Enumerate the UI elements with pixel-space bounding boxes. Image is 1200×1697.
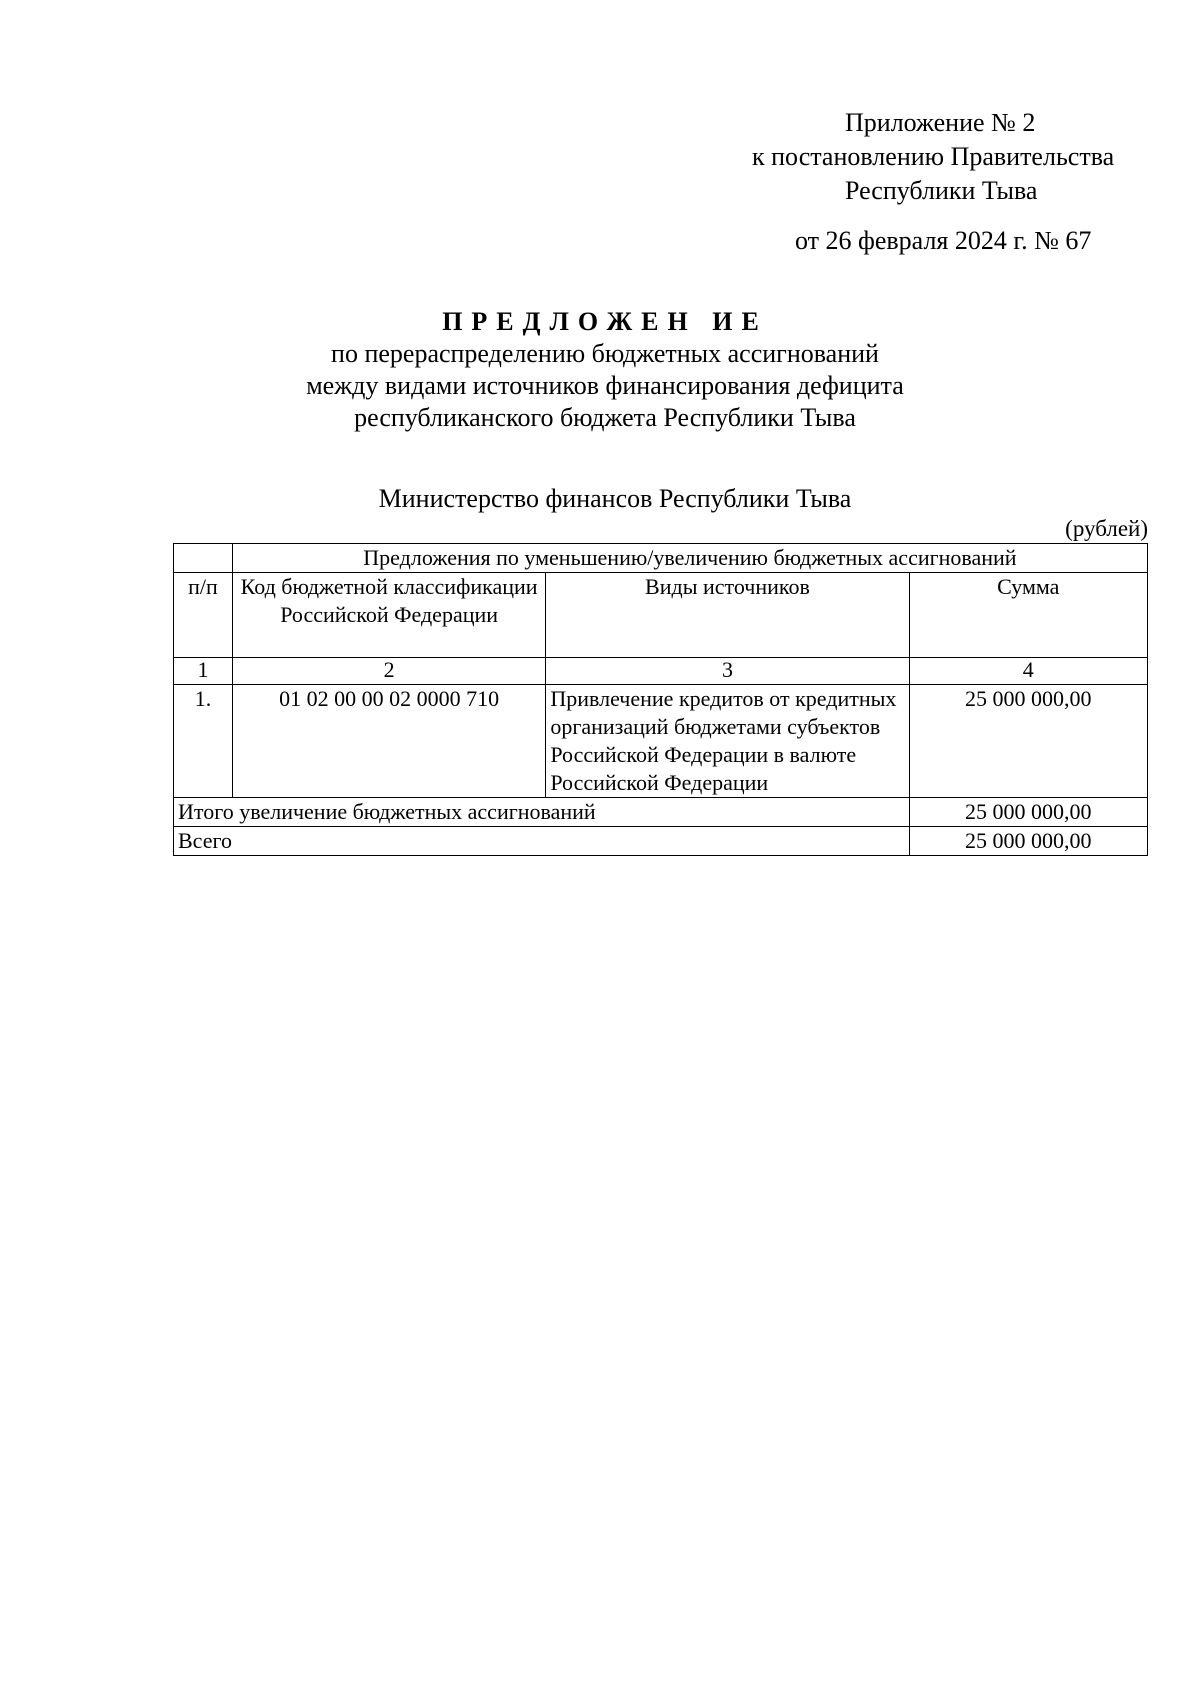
grand-total-row <box>174 827 1148 856</box>
table-column-numbers-row <box>174 658 1148 685</box>
appendix-reference: к постановлению Правительства <box>752 142 1115 171</box>
grand-total-value: 25 000 000,00 <box>909 827 1147 856</box>
row-num: 1. <box>174 685 233 798</box>
document-title-block <box>0 306 1200 434</box>
document-subtitle-line-3: республиканского бюджета Республики Тыва <box>354 403 856 432</box>
table-empty-cell <box>174 544 233 573</box>
total-increase-value: 25 000 000,00 <box>909 798 1147 827</box>
row-code: 01 02 00 00 02 0000 710 <box>232 685 545 798</box>
allocation-table <box>173 543 1148 856</box>
appendix-number: Приложение № 2 <box>845 108 1036 137</box>
document-subtitle-line-2: между видами источников финансирования дефицита <box>306 371 904 400</box>
column-number-1: 1 <box>174 658 233 685</box>
row-type: Привлечение кредитов от кредитных организаций бюджетами субъектов Российской Федерации в валюте Российской Федерации <box>546 685 909 798</box>
appendix-republic: Республики Тыва <box>845 176 1038 205</box>
column-number-2: 2 <box>232 658 545 685</box>
table-header-row <box>174 573 1148 658</box>
header-num: п/п <box>174 573 233 658</box>
row-sum: 25 000 000,00 <box>909 685 1147 798</box>
table-row <box>174 685 1148 798</box>
table-group-header: Предложения по уменьшению/увеличению бюджетных ассигнований <box>232 544 1147 573</box>
total-increase-label: Итого увеличение бюджетных ассигнований <box>174 798 910 827</box>
ministry-name: Министерство финансов Республики Тыва <box>378 484 852 513</box>
header-type: Виды источников <box>546 573 909 658</box>
table-group-header-row <box>174 544 1148 573</box>
header-code: Код бюджетной классификации Российской Федерации <box>232 573 545 658</box>
column-number-4: 4 <box>909 658 1147 685</box>
grand-total-label: Всего <box>174 827 910 856</box>
appendix-date: от 26 февраля 2024 г. № 67 <box>795 226 1092 255</box>
document-title: ПРЕДЛОЖЕН ИЕ <box>442 307 768 336</box>
column-number-3: 3 <box>546 658 909 685</box>
units-label: (рублей) <box>1065 516 1148 541</box>
header-sum: Сумма <box>909 573 1147 658</box>
total-increase-row <box>174 798 1148 827</box>
document-subtitle-line-1: по перераспределению бюджетных ассигнований <box>331 339 879 368</box>
